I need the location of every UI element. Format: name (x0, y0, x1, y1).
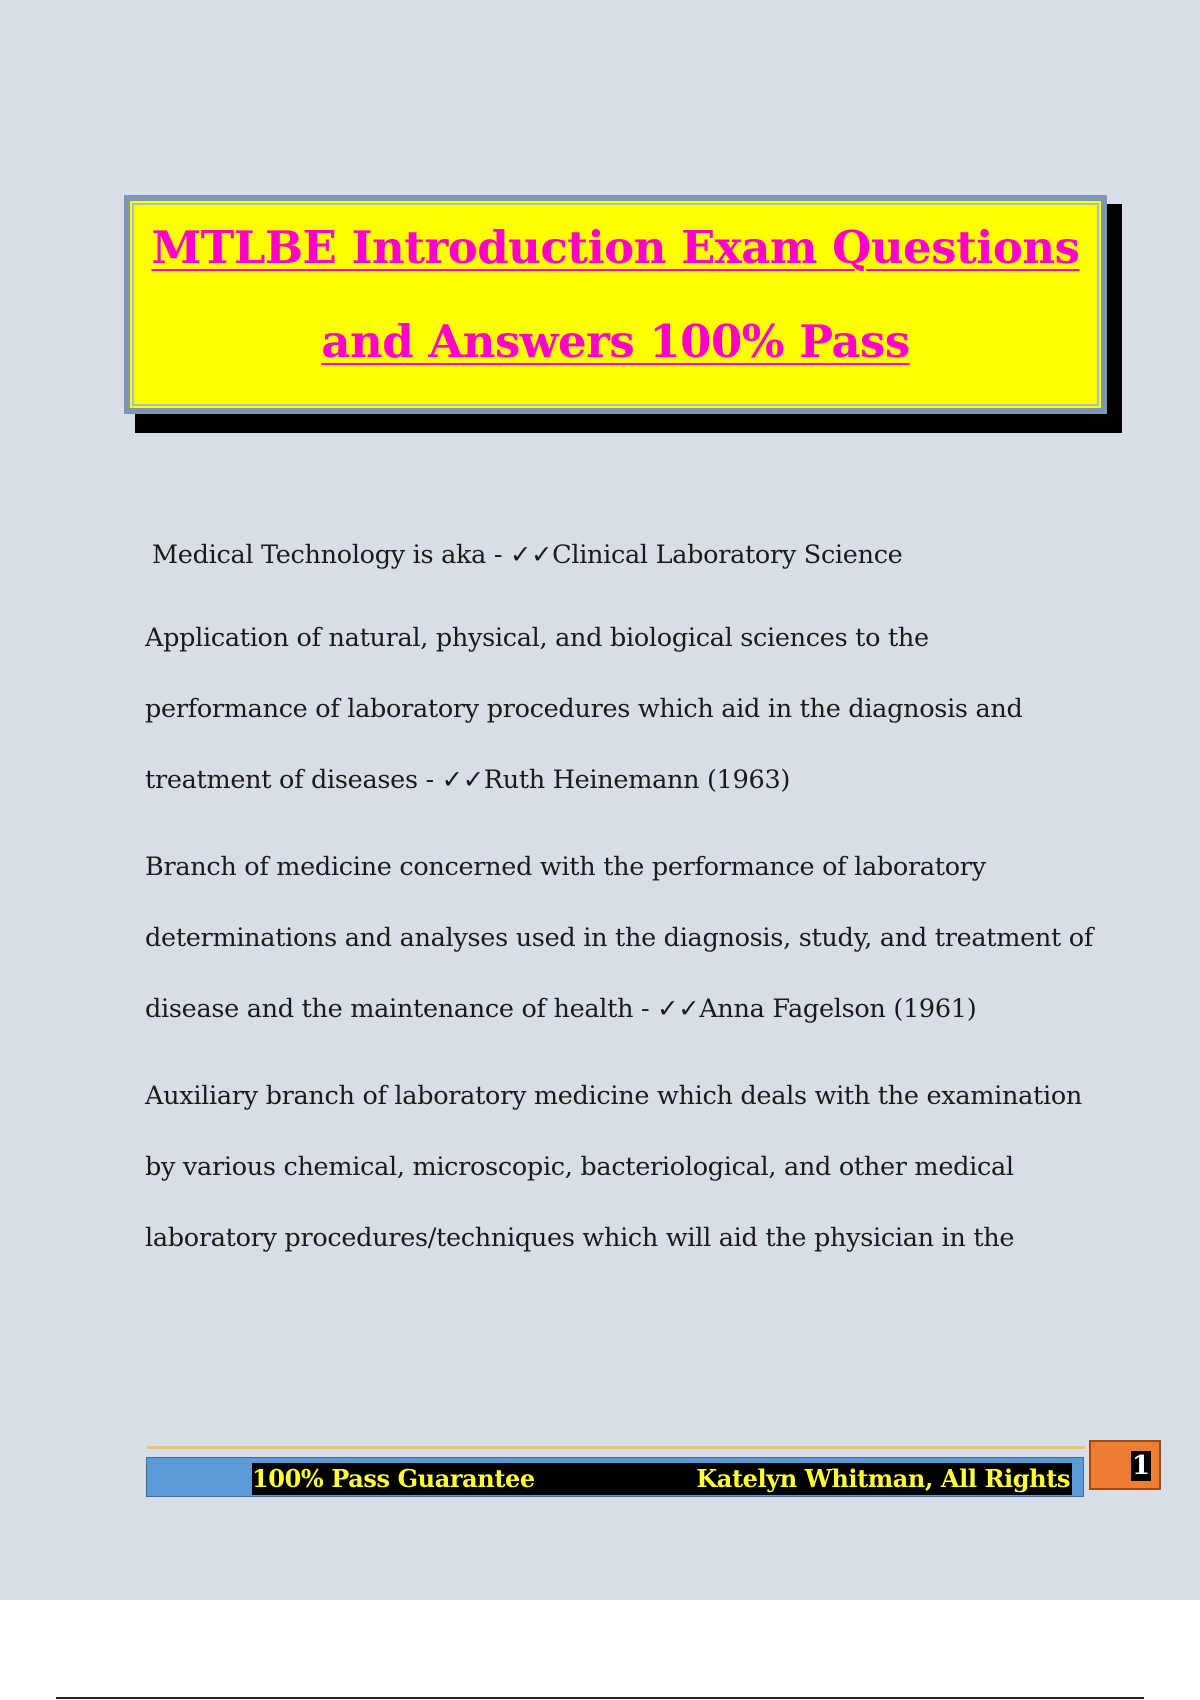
question-answer-list (145, 520, 1095, 1290)
page-number-box (1089, 1440, 1161, 1490)
title-box (124, 195, 1107, 414)
next-page-top-rule (56, 1697, 1144, 1699)
qa-item: Branch of medicine concerned with the performance of laboratory determinations and analyses used in the diagnosis, study, and treatment of disease and the maintenance of health - ✓✓Anna Fagelson (1961) (145, 852, 1093, 1024)
footer-rule (147, 1446, 1085, 1449)
qa-item: Application of natural, physical, and biological sciences to the performance of laboratory procedures which aid in the diagnosis and treatment of diseases - ✓✓Ruth Heinemann (1963) (145, 623, 1023, 795)
qa-item: Auxiliary branch of laboratory medicine which deals with the examination by various chemical, microscopic, bacteriological, and other medical laboratory procedures/techniques which will aid the physician in the (145, 1081, 1082, 1253)
footer-left-text: 100% Pass Guarantee (252, 1463, 704, 1495)
document-title-line-1: MTLBE Introduction Exam Questions (151, 221, 1080, 274)
qa-item: Medical Technology is aka - ✓✓Clinical Laboratory Science (152, 540, 903, 570)
page-number: 1 (1131, 1451, 1151, 1481)
document-title-line-2: and Answers 100% Pass (321, 315, 910, 368)
footer-right-text: Katelyn Whitman, All Rights (692, 1463, 1072, 1495)
